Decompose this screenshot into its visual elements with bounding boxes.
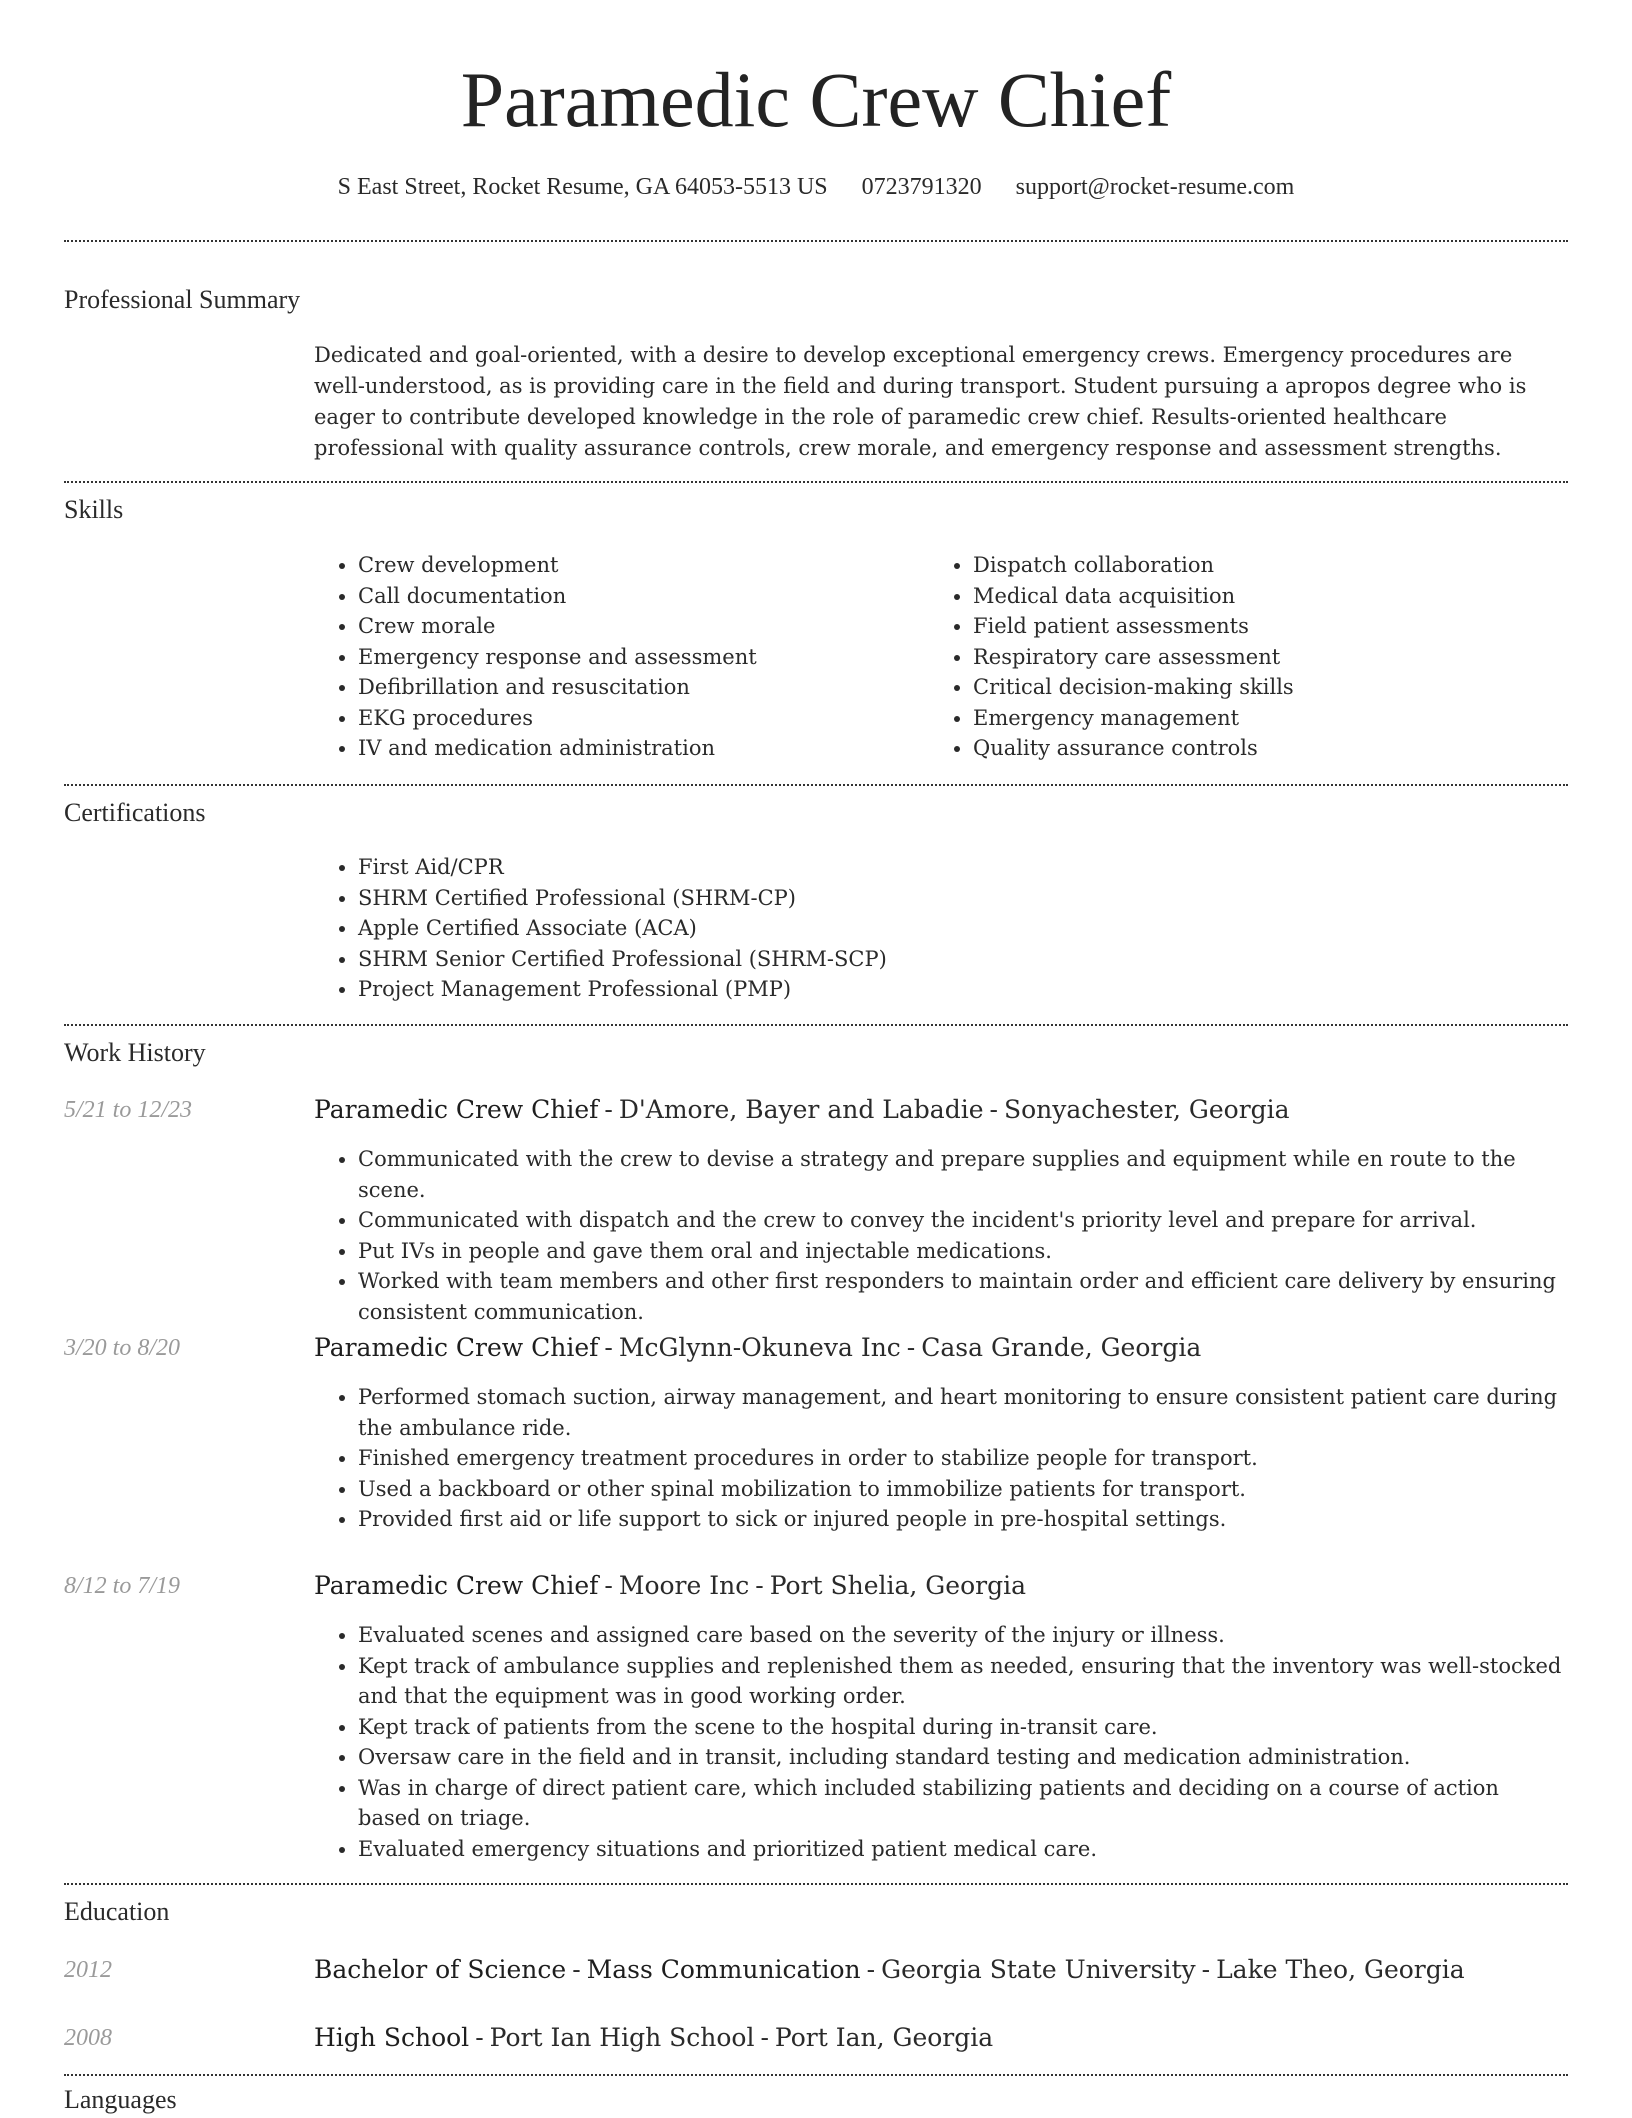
list-item: • Emergency management bbox=[973, 703, 1573, 734]
job-bullets bbox=[314, 1144, 1568, 1327]
list-item: • Defibrillation and resuscitation bbox=[358, 672, 928, 703]
list-item: • Kept track of ambulance supplies and replenished them as needed, ensuring that the inventory was well-stocked and that the equipment was in good working order. bbox=[358, 1651, 1568, 1712]
list-item: • Kept track of patients from the scene to the hospital during in-transit care. bbox=[358, 1712, 1568, 1743]
section-divider bbox=[64, 2074, 1568, 2076]
heading-separator: - bbox=[1201, 1955, 1211, 1984]
section-divider bbox=[64, 1883, 1568, 1885]
candidate-name: Paramedic Crew Chief bbox=[460, 56, 1172, 143]
list-item: • Crew development bbox=[358, 550, 928, 581]
heading-separator: - bbox=[760, 2023, 769, 2052]
heading-separator: - bbox=[604, 1095, 613, 1124]
heading-separator: - bbox=[604, 1571, 613, 1600]
list-item: • Evaluated scenes and assigned care based on the severity of the injury or illness. bbox=[358, 1620, 1568, 1651]
list-item: • Apple Certified Associate (ACA) bbox=[358, 913, 1558, 944]
list-item: • EKG procedures bbox=[358, 703, 928, 734]
list-item: • Communicated with dispatch and the crew to convey the incident's priority level and prepare for arrival. bbox=[358, 1205, 1568, 1236]
education-school: Georgia State University bbox=[881, 1955, 1196, 1984]
section-divider bbox=[64, 784, 1568, 786]
list-item: • Call documentation bbox=[358, 581, 928, 612]
job-dates: 8/12 to 7/19 bbox=[64, 1573, 181, 1599]
list-item: • Finished emergency treatment procedures in order to stabilize people for transport. bbox=[358, 1443, 1568, 1474]
heading-separator: - bbox=[989, 1095, 998, 1124]
list-item: • Communicated with the crew to devise a strategy and prepare supplies and equipment while en route to the scene. bbox=[358, 1144, 1568, 1205]
section-title-certifications: Certifications bbox=[64, 798, 206, 827]
contact-address: S East Street, Rocket Resume, GA 64053-5513 US bbox=[337, 174, 828, 200]
heading-separator: - bbox=[906, 1333, 916, 1362]
education-year: 2008 bbox=[64, 2025, 112, 2051]
section-divider bbox=[64, 1024, 1568, 1026]
list-item: • Respiratory care assessment bbox=[973, 642, 1573, 673]
job-role: Paramedic Crew Chief bbox=[314, 1571, 599, 1600]
job-location: Sonyachester, Georgia bbox=[1003, 1095, 1290, 1124]
list-item: • Field patient assessments bbox=[973, 611, 1573, 642]
heading-separator: - bbox=[755, 1571, 764, 1600]
job-company: D'Amore, Bayer and Labadie bbox=[618, 1095, 984, 1124]
list-item: • Used a backboard or other spinal mobilization to immobilize patients for transport. bbox=[358, 1474, 1568, 1505]
heading-separator: - bbox=[475, 2023, 484, 2052]
list-item: • SHRM Certified Professional (SHRM-CP) bbox=[358, 883, 1558, 914]
list-item: • IV and medication administration bbox=[358, 733, 928, 764]
contact-line bbox=[0, 170, 1632, 204]
list-item: • Put IVs in people and gave them oral and injectable medications. bbox=[358, 1236, 1568, 1267]
list-item: • Medical data acquisition bbox=[973, 581, 1573, 612]
list-item: • Crew morale bbox=[358, 611, 928, 642]
heading-separator: - bbox=[866, 1955, 876, 1984]
job-bullets bbox=[314, 1382, 1568, 1535]
job-dates: 3/20 to 8/20 bbox=[64, 1335, 181, 1361]
job-heading bbox=[314, 1569, 1026, 1603]
education-heading bbox=[314, 1953, 1465, 1987]
summary-text: Dedicated and goal-oriented, with a desire to develop exceptional emergency crews. Emergency procedures are well-understood, as is providing care in the field and during transport. Student pursuing a apropos degree who is eager to contribute developed knowledge in the role of paramedic crew chief. Results-oriented healthcare professional with quality assurance controls, crew morale, and emergency response and assessment strengths. bbox=[314, 343, 1527, 460]
contact-phone: 0723791320 bbox=[861, 174, 982, 200]
list-item: • Worked with team members and other first responders to maintain order and efficient care delivery by ensuring consistent communication. bbox=[358, 1266, 1568, 1327]
education-location: Port Ian, Georgia bbox=[774, 2023, 994, 2052]
education-degree: High School bbox=[314, 2023, 470, 2052]
job-heading bbox=[314, 1093, 1290, 1127]
list-item: • Dispatch collaboration bbox=[973, 550, 1573, 581]
job-location: Port Shelia, Georgia bbox=[769, 1571, 1026, 1600]
heading-separator: - bbox=[572, 1955, 581, 1984]
contact-email: support@rocket-resume.com bbox=[1015, 174, 1295, 200]
list-item: • Critical decision-making skills bbox=[973, 672, 1573, 703]
section-title-summary: Professional Summary bbox=[64, 285, 301, 314]
section-divider bbox=[64, 481, 1568, 483]
education-year: 2012 bbox=[64, 1957, 112, 1983]
list-item: • Emergency response and assessment bbox=[358, 642, 928, 673]
job-bullets bbox=[314, 1620, 1568, 1864]
heading-separator: - bbox=[604, 1333, 613, 1362]
list-item: • Quality assurance controls bbox=[973, 733, 1573, 764]
certifications-list bbox=[314, 852, 1558, 1005]
education-heading bbox=[314, 2021, 993, 2055]
skills-list-right bbox=[929, 550, 1573, 764]
job-heading bbox=[314, 1331, 1201, 1365]
job-dates: 5/21 to 12/23 bbox=[64, 1097, 193, 1123]
list-item: • Provided first aid or life support to sick or injured people in pre-hospital settings. bbox=[358, 1504, 1568, 1535]
education-field: Mass Communication bbox=[586, 1955, 861, 1984]
section-title-skills: Skills bbox=[64, 495, 124, 524]
job-role: Paramedic Crew Chief bbox=[314, 1095, 599, 1124]
list-item: • Was in charge of direct patient care, which included stabilizing patients and deciding on a course of action based on triage. bbox=[358, 1773, 1568, 1834]
list-item: • SHRM Senior Certified Professional (SHRM-SCP) bbox=[358, 944, 1558, 975]
list-item: • Performed stomach suction, airway management, and heart monitoring to ensure consistent patient care during the ambulance ride. bbox=[358, 1382, 1568, 1443]
job-role: Paramedic Crew Chief bbox=[314, 1333, 599, 1362]
section-title-work-history: Work History bbox=[64, 1038, 206, 1067]
section-title-education: Education bbox=[64, 1897, 170, 1926]
skills-list-left bbox=[314, 550, 928, 764]
list-item: • Project Management Professional (PMP) bbox=[358, 974, 1558, 1005]
section-title-languages: Languages bbox=[64, 2085, 177, 2114]
job-company: Moore Inc bbox=[618, 1571, 750, 1600]
job-company: McGlynn-Okuneva Inc bbox=[618, 1333, 901, 1362]
education-degree: Bachelor of Science bbox=[314, 1955, 567, 1984]
list-item: • Oversaw care in the field and in transit, including standard testing and medication administration. bbox=[358, 1742, 1568, 1773]
section-divider bbox=[64, 240, 1568, 242]
list-item: • Evaluated emergency situations and prioritized patient medical care. bbox=[358, 1834, 1568, 1865]
list-item: • First Aid/CPR bbox=[358, 852, 1558, 883]
education-school: Port Ian High School bbox=[489, 2023, 755, 2052]
education-location: Lake Theo, Georgia bbox=[1216, 1955, 1465, 1984]
job-location: Casa Grande, Georgia bbox=[921, 1333, 1202, 1362]
